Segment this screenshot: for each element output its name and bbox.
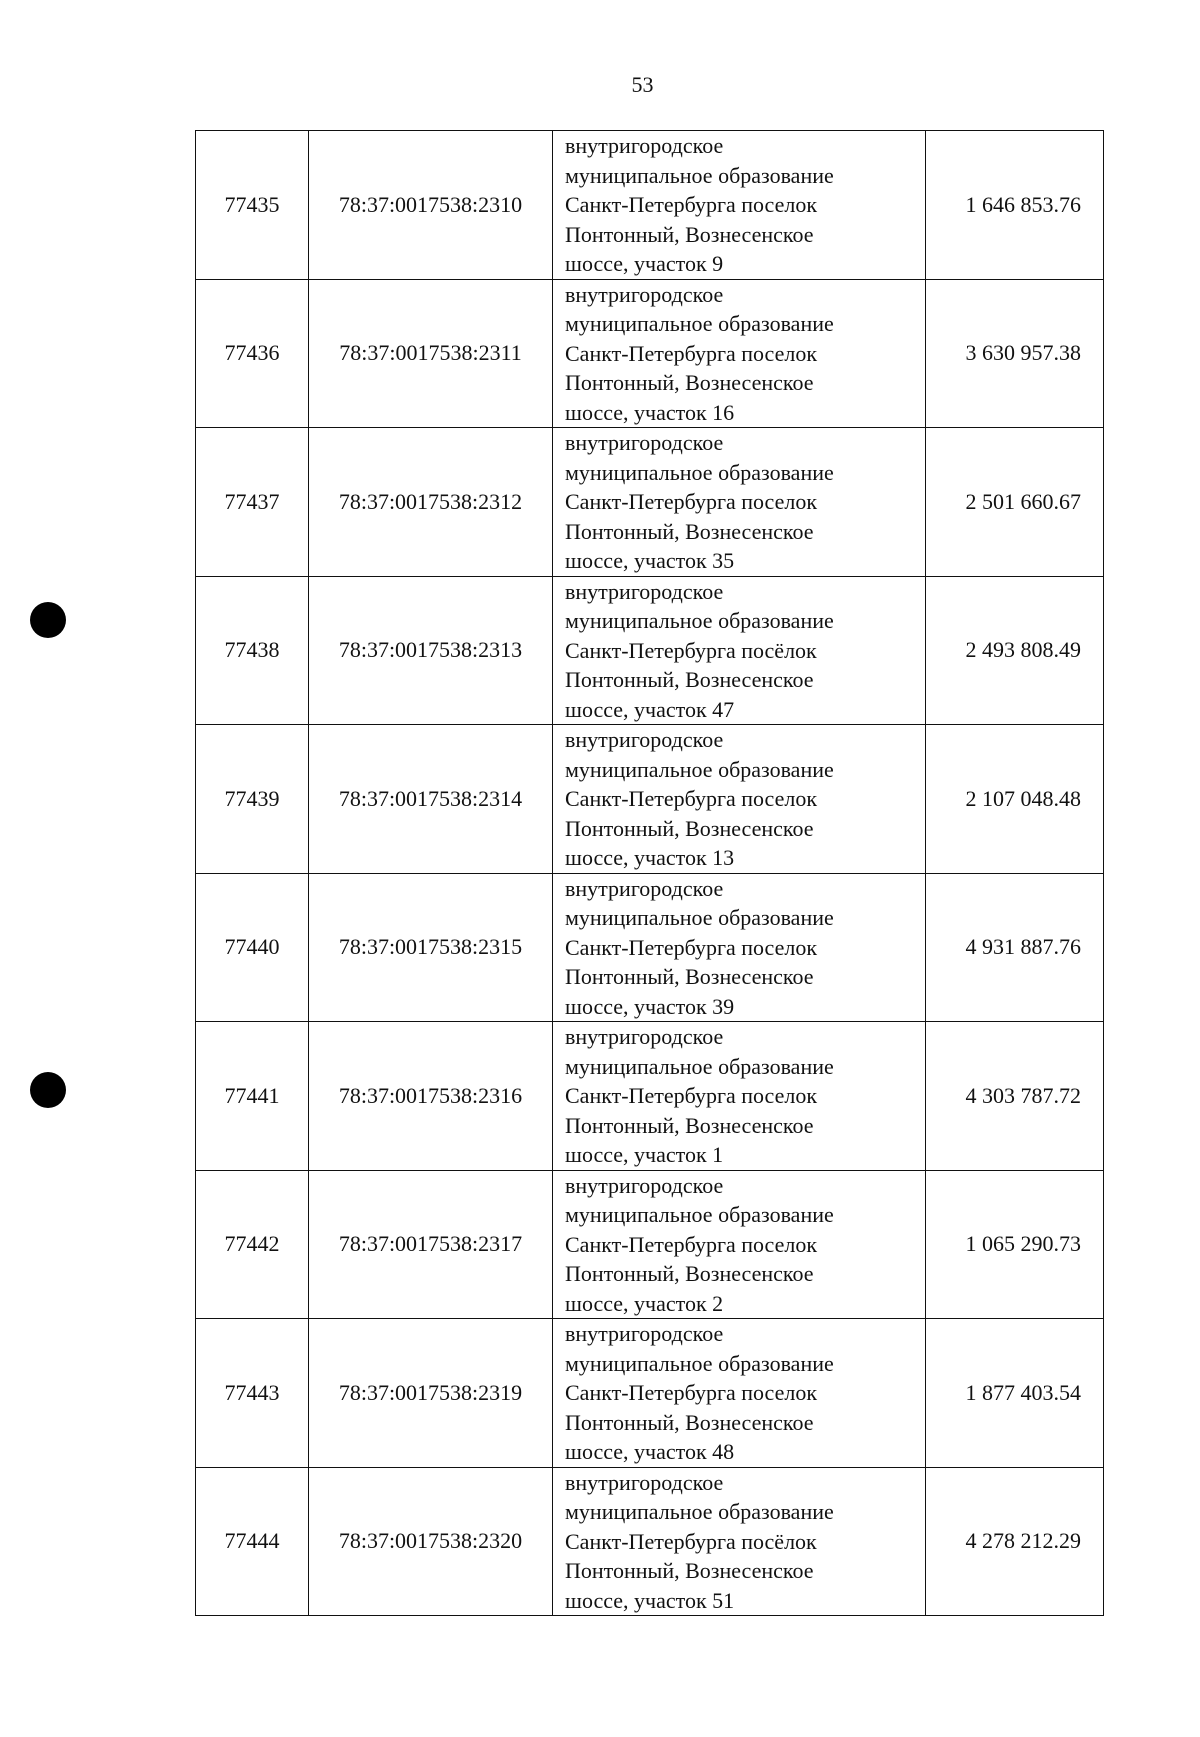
cadastral-number: 78:37:0017538:2310 <box>309 131 553 280</box>
plot-address: внутригородское муниципальное образование Санкт-Петербурга поселок Понтонный, Вознесенское шоссе, участок 2 <box>553 1170 926 1319</box>
table-row <box>196 725 1104 874</box>
row-number: 77438 <box>196 576 309 725</box>
row-number: 77439 <box>196 725 309 874</box>
punch-hole-mark <box>30 602 66 638</box>
plot-address: внутригородское муниципальное образование Санкт-Петербурга поселок Понтонный, Вознесенское шоссе, участок 9 <box>553 131 926 280</box>
table-row <box>196 576 1104 725</box>
row-number: 77435 <box>196 131 309 280</box>
table-row <box>196 428 1104 577</box>
page-number: 53 <box>631 72 654 97</box>
plot-address: внутригородское муниципальное образование Санкт-Петербурга поселок Понтонный, Вознесенское шоссе, участок 39 <box>553 873 926 1022</box>
row-number: 77440 <box>196 873 309 1022</box>
plot-address: внутригородское муниципальное образование Санкт-Петербурга поселок Понтонный, Вознесенское шоссе, участок 1 <box>553 1022 926 1171</box>
cadastral-number: 78:37:0017538:2312 <box>309 428 553 577</box>
cadastral-value: 1 065 290.73 <box>926 1170 1104 1319</box>
plot-address: внутригородское муниципальное образование Санкт-Петербурга поселок Понтонный, Вознесенское шоссе, участок 13 <box>553 725 926 874</box>
cadastral-number: 78:37:0017538:2320 <box>309 1467 553 1616</box>
row-number: 77441 <box>196 1022 309 1171</box>
cadastral-number: 78:37:0017538:2319 <box>309 1319 553 1468</box>
row-number: 77442 <box>196 1170 309 1319</box>
cadastral-number: 78:37:0017538:2317 <box>309 1170 553 1319</box>
row-number: 77443 <box>196 1319 309 1468</box>
cadastral-number: 78:37:0017538:2313 <box>309 576 553 725</box>
cadastral-value: 2 493 808.49 <box>926 576 1104 725</box>
plot-address: внутригородское муниципальное образование Санкт-Петербурга посёлок Понтонный, Вознесенское шоссе, участок 47 <box>553 576 926 725</box>
cadastral-value: 4 931 887.76 <box>926 873 1104 1022</box>
table-row <box>196 1467 1104 1616</box>
row-number: 77444 <box>196 1467 309 1616</box>
punch-hole-mark <box>30 1072 66 1108</box>
cadastral-value: 2 501 660.67 <box>926 428 1104 577</box>
table-row <box>196 279 1104 428</box>
table-row <box>196 1319 1104 1468</box>
table-row <box>196 1170 1104 1319</box>
cadastral-value: 4 278 212.29 <box>926 1467 1104 1616</box>
row-number: 77437 <box>196 428 309 577</box>
cadastral-value: 4 303 787.72 <box>926 1022 1104 1171</box>
plot-address: внутригородское муниципальное образование Санкт-Петербурга поселок Понтонный, Вознесенское шоссе, участок 35 <box>553 428 926 577</box>
cadastral-number: 78:37:0017538:2315 <box>309 873 553 1022</box>
table-row <box>196 873 1104 1022</box>
row-number: 77436 <box>196 279 309 428</box>
cadastral-value: 3 630 957.38 <box>926 279 1104 428</box>
cadastral-number: 78:37:0017538:2311 <box>309 279 553 428</box>
cadastral-value: 2 107 048.48 <box>926 725 1104 874</box>
plot-address: внутригородское муниципальное образование Санкт-Петербурга поселок Понтонный, Вознесенское шоссе, участок 16 <box>553 279 926 428</box>
cadastral-value: 1 877 403.54 <box>926 1319 1104 1468</box>
land-plot-table <box>195 130 1104 1616</box>
cadastral-number: 78:37:0017538:2316 <box>309 1022 553 1171</box>
table-row <box>196 131 1104 280</box>
cadastral-number: 78:37:0017538:2314 <box>309 725 553 874</box>
cadastral-value: 1 646 853.76 <box>926 131 1104 280</box>
plot-address: внутригородское муниципальное образование Санкт-Петербурга посёлок Понтонный, Вознесенское шоссе, участок 51 <box>553 1467 926 1616</box>
table-row <box>196 1022 1104 1171</box>
plot-address: внутригородское муниципальное образование Санкт-Петербурга поселок Понтонный, Вознесенское шоссе, участок 48 <box>553 1319 926 1468</box>
